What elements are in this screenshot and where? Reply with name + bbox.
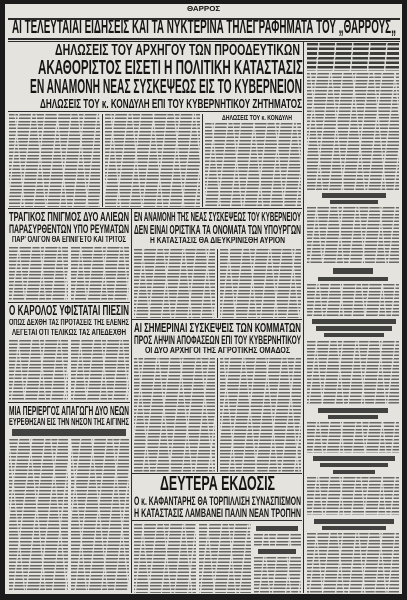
parties-headline-3-text: ΟΙ ΔΥΟ ΑΡΧΗΓΟΙ ΤΗΣ ΑΓΡΟΤΙΚΗΣ ΟΜΑΔΟΣ [145,347,290,355]
banner [12,20,396,36]
abduction-headline-2 [9,418,129,427]
cabinet-headline-1-text: ΕΝ ΑΝΑΜΟΝΗ ΤΗΣ ΝΕΑΣ ΣΥΣΚΕΨΕΩΣ ΤΟΥ ΚΥΒΕΡΝΕΙΟΥ [134,211,301,222]
body-text-column [307,533,399,593]
body-text-column [307,207,399,265]
parties-headline-2-text: ΠΡΟΣ ΛΗΨΙΝ ΑΠΟΦΑΣΕΩΝ ΕΠΙ ΤΟΥ ΚΥΒΕΡΝΗΤΙΚΟΥ [134,335,301,345]
lead-headline-4 [40,98,302,109]
illegible-subheading [256,526,298,531]
story-rule [132,473,302,474]
running-title [183,6,225,12]
illegible-subheading [318,277,388,281]
column-divider [202,114,203,207]
carol-headline-2-text: ΟΠΩΣ ΔΕΧΘΗ ΤΑΣ ΠΡΟΤΑΣΕΙΣ ΤΗΣ ΕΛΕΝΗΣ [9,319,129,327]
body-text-column [9,247,68,301]
parties-headline-1 [134,322,301,333]
right-column-divider [303,42,304,593]
carol-headline-3-text: ΛΕΓΕΤΑΙ ΟΤΙ ΤΕΛΙΚΩΣ ΤΑΣ ΑΠΕΔΕΧΘΗ [12,329,126,337]
lead-headline-3 [30,79,302,96]
banner-bottom-rule [8,38,400,40]
parties-headline-3 [145,347,290,355]
body-text-column [205,123,301,207]
body-text-column [134,249,215,318]
lead-subheading-text: ΔΗΛΩΣΕΙΣ ΤΟΥ κ. ΚΟΝΔΥΛΗ [222,115,292,121]
second-edition-label [160,476,275,493]
illegible-subheading [324,333,384,337]
body-text-column [254,534,301,546]
carol-headline-1-text: Ο ΚΑΡΟΛΟΣ ΥΦΙΣΤΑΤΑΙ ΠΙΕΣΙΝ [9,305,129,317]
illegible-subheading [314,519,394,524]
lead-headline-3-text: ΕΝ ΑΝΑΜΟΝΗ ΝΕΑΣ ΣΥΣΚΕΨΕΩΣ ΕΙΣ ΤΟ ΚΥΒΕΡΝΕΙΟΝ [30,79,302,96]
story-rule [132,319,302,320]
running-title-text: ΘΑΡΡΟΣ [187,6,221,12]
drowning-headline-1 [9,211,129,222]
body-text-column [105,114,200,207]
cabinet-headline-1 [134,211,301,222]
body-text-column [254,557,301,593]
bold-text-block [307,43,399,71]
cabinet-headline-2 [134,224,301,235]
body-text-column [220,358,301,472]
body-text-column [9,439,68,592]
illegible-subheading [316,326,392,331]
illegible-subheading [258,549,296,554]
body-text-column [307,73,399,191]
body-text-column [307,341,399,405]
lead-headline-1 [55,44,300,57]
illegible-subheading [330,200,378,204]
drowning-headline-3 [12,236,126,244]
story-rule [132,520,302,521]
illegible-subheading [322,526,386,530]
illegible-subheading [328,415,378,419]
left-column-divider [131,209,132,593]
cabinet-headline-2-text: ΔΕΝ ΕΙΝΑΙ ΟΡΙΣΤΙΚΑ ΤΑ ΟΝΟΜΑΤΑ ΤΩΝ ΥΠΟΥΡΓΩΝ [134,224,301,235]
parties-headline-2 [134,335,301,345]
parties-headline-1-text: ΑΙ ΣΗΜΕΡΙΝΑΙ ΣΥΣΚΕΨΕΙΣ ΤΩΝ ΚΟΜΜΑΤΩΝ [134,322,301,333]
lead-headline-rule [8,111,302,112]
lead-headline-1-text: ΔΗΛΩΣΕΙΣ ΤΟΥ ΑΡΧΗΓΟΥ ΤΩΝ ΠΡΟΟΔΕΥΤΙΚΩΝ [55,44,300,57]
illegible-subheading [333,470,375,474]
abduction-headline-1 [9,405,129,416]
lead-subheading [222,115,292,121]
body-text-column [71,439,129,592]
lead-headline-2-text: ΑΚΑΘΟΡΙΣΤΟΣ ΕΙΣΕΤΙ Η ΠΟΛΙΤΙΚΗ ΚΑΤΑΣΤΑΣΙΣ [38,60,303,77]
illegible-subheading [12,429,126,436]
story-rule [8,402,130,403]
body-text-column [9,340,68,401]
cabinet-headline-3-text: Η ΚΑΤΑΣΤΑΣΙΣ ΘΑ ΔΙΕΥΚΡΙΝΙΣΘΗ ΑΥΡΙΟΝ [150,237,285,245]
lead-headline-2 [38,60,303,77]
illegible-subheading [320,463,388,467]
second-edition-label-text: ΔΕΥΤΕΡΑ ΕΚΔΟΣΙΣ [160,476,275,493]
body-text-column [307,284,399,317]
carol-headline-3 [12,329,126,337]
illegible-subheading [322,193,386,198]
cabinet-headline-3 [150,237,285,245]
banner-double-rule [8,41,400,42]
body-text-column [134,524,196,593]
illegible-subheading [318,408,388,413]
column-divider [217,358,218,472]
illegible-subheading [312,319,396,324]
body-text-column [307,422,399,453]
body-text-column [199,524,251,593]
body-text-column [134,358,215,472]
banner-title: ΑΙ ΤΕΛΕΥΤΑΙΑΙ ΕΙΔΗΣΕΙΣ ΚΑΙ ΤΑ ΝΥΚΤΕΡΙΝΑ ΤΗΛΕΓΡΑΦΗΜΑΤΑ ΤΟΥ „ΘΑΡΡΟΥΣ„ [12,20,396,36]
drowning-headline-2-text: ΠΑΡΑΣΥΡΘΕΝΤΩΝ ΥΠΟ ΡΕΥΜΑΤΩΝ [9,224,129,234]
body-text-column [307,477,399,515]
drowning-headline-1-text: ΤΡΑΓΙΚΟΣ ΠΝΙΓΜΟΣ ΔΥΟ ΑΛΙΕΩΝ [9,211,129,222]
illegible-subheading [333,268,373,274]
story-rule [8,302,130,303]
carol-headline-1 [9,305,129,317]
second-edition-headline-2-text: Η ΚΑΤΑΣΤΑΣΙΣ ΛΑΜΒΑΝΕΙ ΠΑΛΙΝ ΝΕΑΝ ΤΡΟΠΗΝ [134,508,301,518]
body-text-column [71,247,129,301]
body-text-column [71,340,129,401]
abduction-headline-1-text: ΜΙΑ ΠΕΡΙΕΡΓΟΣ ΑΠΑΓΩΓΗ ΔΥΟ ΝΕΩΝ [9,405,129,416]
second-edition-headline-1 [134,496,301,506]
column-divider [102,114,103,207]
illegible-subheading [313,456,395,461]
second-edition-headline-1-text: Ο κ. ΚΑΦΑΝΤΑΡΗΣ ΘΑ ΤΟΡΠΙΛΛΙΣΗ ΣΥΝΑΣΠΙΣΜΟΝ [134,496,301,506]
body-text-column [220,249,301,318]
drowning-headline-3-text: ΠΑΡ' ΟΛΙΓΟΝ ΘΑ ΕΠΝΙΓΕΤΟ ΚΑΙ ΤΡΙΤΟΣ [12,236,126,244]
second-edition-headline-2 [134,508,301,518]
lead-headline-4-text: ΔΗΛΩΣΕΙΣ ΤΟΥ κ. ΚΟΝΔΥΛΗ ΕΠΙ ΤΟΥ ΚΥΒΕΡΝΗΤΙΚΟΥ ΖΗΤΗΜΑΤΟΣ [40,98,302,109]
body-text-column [9,114,100,207]
drowning-headline-2 [9,224,129,234]
abduction-headline-2-text: ΕΥΡΕΘΗΣΑΝ ΕΙΣ ΤΗΝ ΝΗΣΟΝ ΤΗΣ ΑΙΓΙΝΗΣ [9,418,129,427]
column-divider [217,249,218,318]
carol-headline-2 [9,319,129,327]
section-rule [8,208,302,209]
